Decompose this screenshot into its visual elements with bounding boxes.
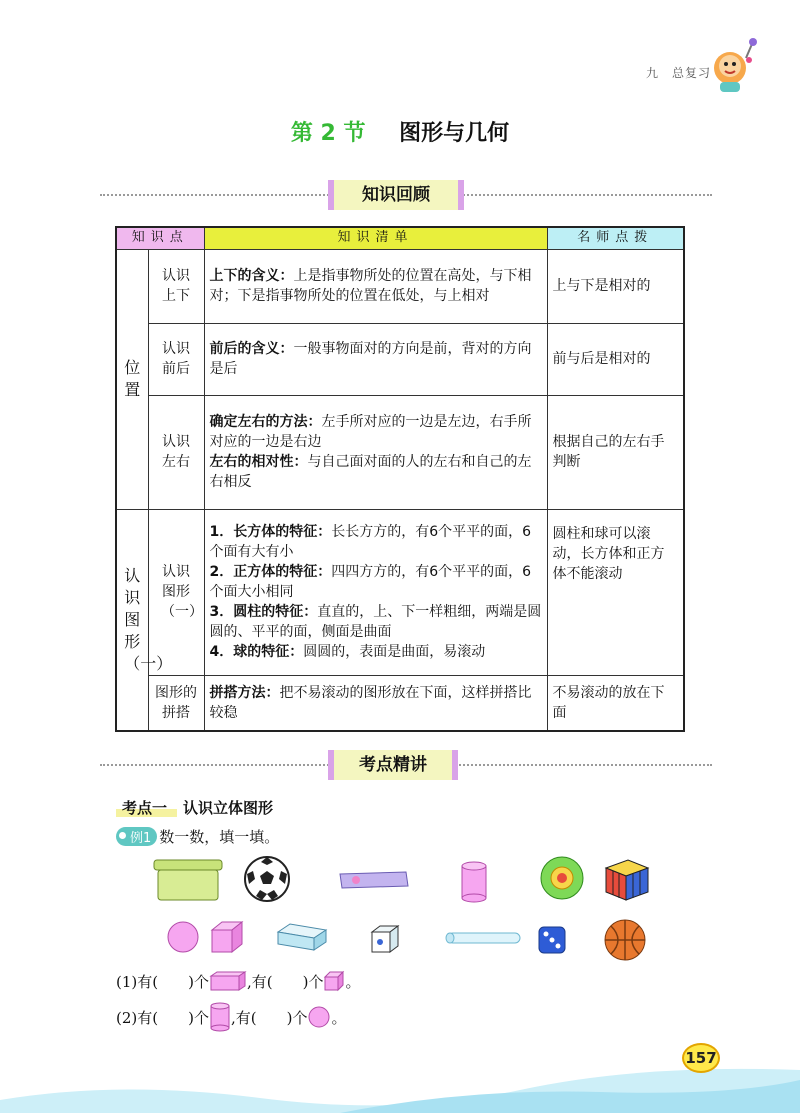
object-picture-panel	[146, 850, 656, 968]
cylinder-image	[458, 860, 490, 904]
chapter-header: 九 总复习	[646, 66, 712, 80]
kaodian-title: 认识立体图形	[183, 799, 274, 817]
sub-topic: 认识图形（一）	[148, 509, 204, 675]
content-cell: 1．长方体的特征：长长方方的，有6个平平的面，6个面有大有小 2．正方体的特征：四四方方的，有6个平平的面，6个面大小相同 3．圆柱的特征：直直的，上、下一样粗细，两端是圆圆的、平平的面，侧面是曲面 4．球的特征：圆圆的，表面是曲面，易滚动	[204, 509, 547, 675]
soccer-ball-image	[242, 854, 292, 904]
table-row	[116, 509, 684, 675]
mascot-icon	[706, 36, 766, 96]
table-row	[116, 675, 684, 731]
cube-mini-icon	[323, 970, 345, 992]
content-cell: 确定左右的方法：左手所对应的一边是左边，右手所对应的一边是右边 左右的相对性：与自己面对面的人的左右和自己的左右相反	[204, 395, 547, 509]
header-content: 知识清单	[204, 227, 547, 249]
tip-cell: 前与后是相对的	[547, 323, 684, 395]
category-position: 位置	[116, 249, 148, 509]
sub-topic: 图形的拼搭	[148, 675, 204, 731]
sub-topic: 认识前后	[148, 323, 204, 395]
table-row	[116, 249, 684, 323]
example-text: 数一数，填一填。	[159, 828, 280, 846]
table-header-row	[116, 227, 684, 249]
storage-box-image	[150, 856, 226, 902]
basketball-image	[602, 918, 648, 962]
rubiks-cube-image	[602, 854, 652, 904]
review-banner: 知识回顾	[328, 180, 464, 210]
section-name: 图形与几何	[399, 121, 510, 146]
content-cell: 前后的含义：一般事物面对的方向是前，背对的方向是后	[204, 323, 547, 395]
sub-topic: 认识左右	[148, 395, 204, 509]
header-point: 知识点	[116, 227, 204, 249]
toy-ball-image	[538, 854, 586, 902]
page-number: 157	[682, 1043, 720, 1073]
content-cell: 上下的含义：上是指事物所处的位置在高处，与下相对；下是指事物所处的位置在低处，与上相对	[204, 249, 547, 323]
question-1: (1)有( )个 ,有( )个 。	[116, 970, 360, 992]
tissue-box-image	[274, 920, 330, 954]
dice-image	[536, 924, 568, 956]
tip-cell: 根据自己的左右手判断	[547, 395, 684, 509]
kaodian-tag: 考点一	[116, 799, 177, 817]
example-label: 例1	[116, 827, 157, 846]
cuboid-mini-icon	[209, 970, 247, 992]
pencil-case-image	[336, 868, 412, 892]
sub-topic: 认识上下	[148, 249, 204, 323]
knowledge-table	[115, 226, 685, 732]
footer-wave-decoration	[0, 1040, 800, 1113]
review-banner-row	[100, 180, 712, 210]
tube-image	[442, 930, 524, 946]
explain-banner-row	[100, 750, 712, 780]
tip-cell: 圆柱和球可以滚动，长方体和正方体不能滚动	[547, 509, 684, 675]
section-title	[0, 116, 800, 147]
pink-cube-image	[208, 918, 246, 956]
category-shapes: 认识图形（一）	[116, 509, 148, 731]
example-heading	[116, 826, 279, 847]
milk-carton-image	[368, 922, 402, 954]
kaodian-heading	[116, 797, 273, 818]
sphere-mini-icon	[307, 1005, 331, 1029]
section-number: 第 2 节	[290, 121, 366, 146]
explain-banner: 考点精讲	[328, 750, 458, 780]
question-2: (2)有( )个 ,有( )个 。	[116, 1002, 346, 1032]
table-row	[116, 323, 684, 395]
cylinder-mini-icon	[209, 1002, 231, 1032]
tip-cell: 不易滚动的放在下面	[547, 675, 684, 731]
content-cell: 拼搭方法：把不易滚动的图形放在下面，这样拼搭比较稳	[204, 675, 547, 731]
pink-sphere-image	[166, 920, 200, 954]
tip-cell: 上与下是相对的	[547, 249, 684, 323]
header-tip: 名师点拨	[547, 227, 684, 249]
table-row	[116, 395, 684, 509]
